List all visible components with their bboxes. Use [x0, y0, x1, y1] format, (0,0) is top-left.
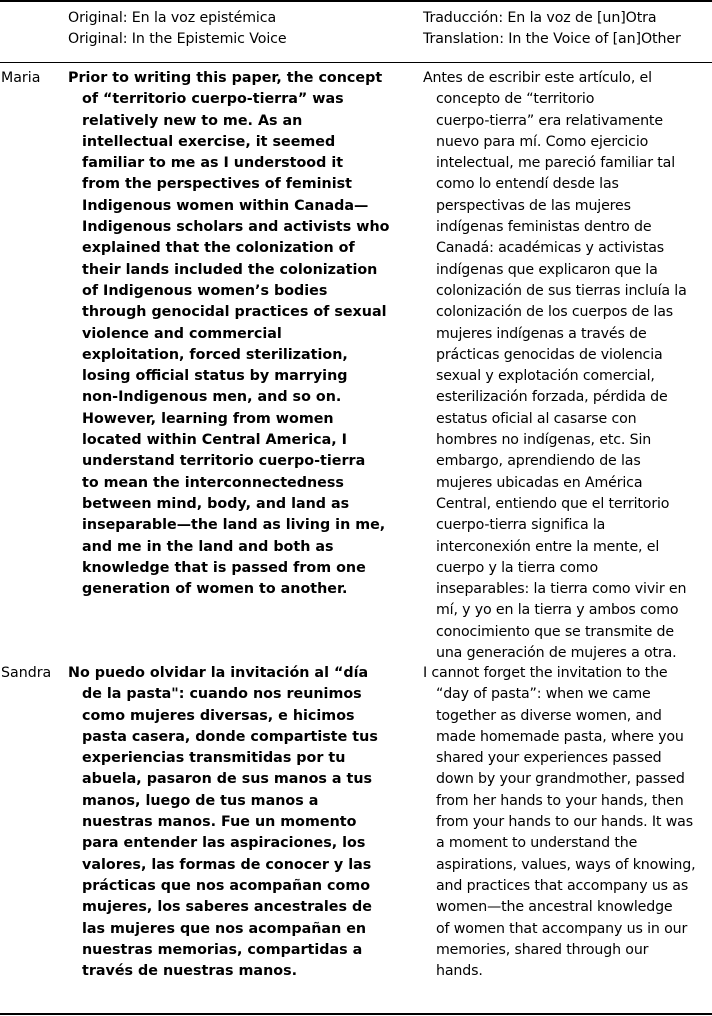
text-line: mí, y yo en la tierra y ambos como	[436, 602, 679, 619]
text-line: hands.	[436, 963, 483, 980]
text-line: través de nuestras manos.	[82, 963, 298, 980]
text-line: through genocidal practices of sexual	[82, 304, 387, 321]
maria-translation-text	[423, 68, 711, 664]
header-translation-es: Traducción: En la voz de [un]Otra	[423, 10, 657, 26]
text-line: a moment to understand the	[436, 835, 638, 852]
text-line: I cannot forget the invitation to the	[423, 665, 668, 681]
text-line: cuerpo-tierra significa la	[436, 517, 606, 534]
text-line: interconexión entre la mente, el	[436, 538, 660, 555]
text-line: intelectual, me pareció familiar tal	[436, 155, 676, 172]
text-line: experiencias transmitidas por tu	[82, 750, 346, 767]
text-line: inseparables: la tierra como vivir en	[436, 581, 687, 598]
text-line: prácticas que nos acompañan como	[82, 877, 371, 894]
table-top-rule	[0, 0, 712, 2]
text-line: Indigenous scholars and activists who	[82, 219, 390, 236]
sandra-original-text	[69, 663, 411, 982]
text-line: pasta casera, donde compartiste tus	[82, 728, 378, 745]
text-line: como mujeres diversas, e hicimos	[82, 707, 355, 724]
text-line: mujeres ubicadas en América	[436, 474, 643, 491]
sandra-translation-text	[423, 663, 711, 982]
text-line: understand territorio cuerpo-tierra	[82, 453, 366, 470]
table-bottom-rule	[0, 1013, 712, 1015]
text-line: non-Indigenous men, and so on.	[82, 389, 342, 406]
text-line: losing official status by marrying	[82, 368, 348, 385]
speaker-sandra: Sandra	[1, 665, 52, 681]
text-line: No puedo olvidar la invitación al “día	[68, 665, 369, 681]
text-line: women—the ancestral knowledge	[436, 899, 673, 916]
text-line: aspirations, values, ways of knowing,	[436, 856, 696, 873]
text-line: of “territorio cuerpo-tierra” was	[82, 91, 344, 108]
text-line: hombres no indígenas, etc. Sin	[436, 432, 652, 449]
text-line: Central, entiendo que el territorio	[436, 495, 670, 512]
text-line: exploitation, forced sterilization,	[82, 346, 348, 363]
text-line: shared your experiences passed	[436, 750, 662, 767]
text-line: concepto de “territorio	[436, 91, 595, 108]
text-line: prácticas genocidas de violencia	[436, 346, 663, 363]
header-original	[68, 8, 287, 50]
text-line: mujeres indígenas a través de	[436, 325, 647, 342]
text-line: together as diverse women, and	[436, 707, 662, 724]
text-line: mujeres, los saberes ancestrales de	[82, 899, 372, 916]
text-line: colonización de sus tierras incluía la	[436, 282, 687, 299]
text-line: relatively new to me. As an	[82, 112, 303, 129]
text-line: of Indigenous women’s bodies	[82, 282, 328, 299]
text-line: generation of women to another.	[82, 581, 348, 598]
text-line: from the perspectives of feminist	[82, 176, 352, 193]
text-line: de la pasta": cuando nos reunimos	[82, 686, 362, 703]
header-original-en: Original: In the Epistemic Voice	[68, 31, 287, 47]
text-line: down by your grandmother, passed	[436, 771, 685, 788]
text-line: embargo, aprendiendo de las	[436, 453, 641, 470]
text-line: to mean the interconnectedness	[82, 474, 344, 491]
text-line: colonización de los cuerpos de las	[436, 304, 673, 321]
text-line: estatus oficial al casarse con	[436, 410, 637, 427]
text-line: from your hands to our hands. It was	[436, 814, 693, 831]
text-line: made homemade pasta, where you	[436, 728, 684, 745]
text-line: las mujeres que nos acompañan en	[82, 920, 367, 937]
text-line: nuevo para mí. Como ejercicio	[436, 133, 649, 150]
text-line: violence and commercial	[82, 325, 282, 342]
header-rule	[0, 62, 712, 63]
text-line: and me in the land and both as	[82, 538, 334, 555]
text-line: Prior to writing this paper, the concept	[68, 70, 383, 86]
text-line: between mind, body, and land as	[82, 495, 350, 512]
text-line: intellectual exercise, it seemed	[82, 133, 336, 150]
text-line: Canadá: académicas y activistas	[436, 240, 664, 257]
text-line: Indigenous women within Canada—	[82, 197, 369, 214]
text-line: cuerpo y la tierra como	[436, 559, 598, 576]
text-line: sexual y explotación comercial,	[436, 368, 655, 385]
text-line: nuestras memorias, compartidas a	[82, 941, 363, 958]
text-line: inseparable—the land as living in me,	[82, 517, 386, 534]
header-translation	[423, 8, 681, 50]
text-line: cuerpo-tierra” era relativamente	[436, 112, 663, 129]
text-line: knowledge that is passed from one	[82, 559, 366, 576]
speaker-maria: Maria	[1, 70, 41, 86]
text-line: familiar to me as I understood it	[82, 155, 344, 172]
text-line: indígenas feministas dentro de	[436, 219, 652, 236]
text-line: valores, las formas de conocer y las	[82, 856, 372, 873]
text-line: indígenas que explicaron que la	[436, 261, 658, 278]
text-line: esterilización forzada, pérdida de	[436, 389, 668, 406]
header-original-es: Original: En la voz epistémica	[68, 10, 277, 26]
text-line: abuela, pasaron de sus manos a tus	[82, 771, 373, 788]
text-line: and practices that accompany us as	[436, 877, 689, 894]
text-line: from her hands to your hands, then	[436, 792, 684, 809]
text-line: nuestras manos. Fue un momento	[82, 814, 357, 831]
text-line: their lands included the colonization	[82, 261, 378, 278]
text-line: located within Central America, I	[82, 432, 348, 449]
maria-original-text	[69, 68, 411, 600]
text-line: memories, shared through our	[436, 941, 649, 958]
text-line: para entender las aspiraciones, los	[82, 835, 366, 852]
text-line: conocimiento que se transmite de	[436, 623, 674, 640]
text-line: una generación de mujeres a otra.	[436, 645, 677, 662]
text-line: Antes de escribir este artículo, el	[423, 70, 652, 86]
header-translation-en: Translation: In the Voice of [an]Other	[423, 31, 681, 47]
text-line: explained that the colonization of	[82, 240, 355, 257]
text-line: manos, luego de tus manos a	[82, 792, 319, 809]
text-line: como lo entendí desde las	[436, 176, 619, 193]
text-line: of women that accompany us in our	[436, 920, 688, 937]
text-line: However, learning from women	[82, 410, 334, 427]
text-line: perspectivas de las mujeres	[436, 197, 631, 214]
text-line: “day of pasta”: when we came	[436, 686, 651, 703]
